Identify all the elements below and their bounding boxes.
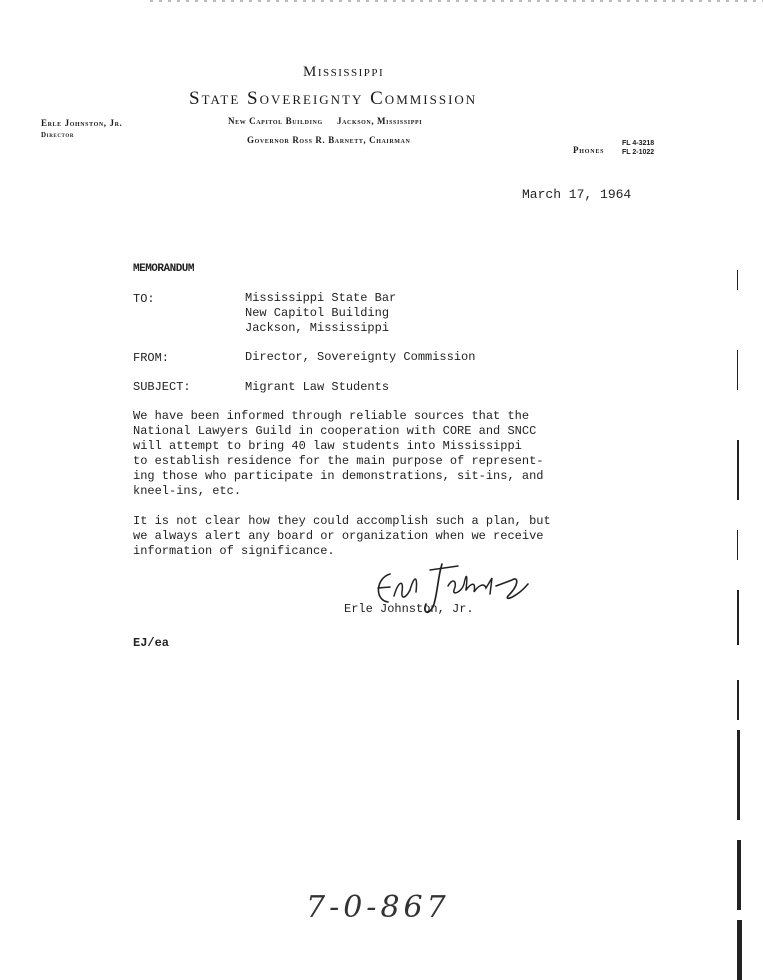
top-edge-dots — [150, 0, 763, 2]
body-line: to establish residence for the main purpose of represent- — [133, 454, 544, 468]
body-line: ing those who participate in demonstrations, sit-ins, and — [133, 469, 544, 483]
body-line: we always alert any board or organization when we receive — [133, 529, 544, 543]
director-name: Erle Johnston, Jr. — [41, 118, 123, 128]
to-line-3: Jackson, Mississippi — [245, 321, 390, 335]
typist-initials: EJ/ea — [133, 636, 170, 650]
letterhead-commission: State Sovereignty Commission — [189, 88, 478, 109]
body-line: We have been informed through reliable sources that the — [133, 409, 530, 423]
letterhead-governor: Governor Ross R. Barnett, Chairman — [247, 135, 411, 145]
body-paragraph-1 — [133, 409, 543, 499]
body-line: kneel-ins, etc. — [133, 484, 242, 498]
body-line: will attempt to bring 40 law students into Mississippi — [133, 439, 522, 453]
letterhead-address: New Capitol Building Jackson, Mississippi — [228, 116, 423, 126]
director-title: Director — [41, 131, 75, 139]
typed-signature: Erle Johnston, Jr. — [344, 602, 474, 616]
from-value: Director, Sovereignty Commission — [245, 350, 476, 364]
file-number: 7-0-867 — [306, 890, 450, 925]
phone-number-2: FL 2-1022 — [622, 149, 655, 156]
body-paragraph-2 — [133, 514, 551, 559]
phone-number-1: FL 4-3218 — [622, 140, 655, 147]
from-label: FROM: — [133, 351, 170, 365]
body-line: National Lawyers Guild in cooperation with CORE and SNCC — [133, 424, 537, 438]
to-label: TO: — [133, 292, 155, 306]
body-line: information of significance. — [133, 544, 335, 558]
subject-value: Migrant Law Students — [245, 380, 390, 394]
to-line-2: New Capitol Building — [245, 306, 390, 320]
to-line-1: Mississippi State Bar — [245, 291, 397, 305]
scan-edge-marks — [737, 260, 749, 980]
subject-label: SUBJECT: — [133, 380, 191, 394]
body-line: It is not clear how they could accomplish such a plan, but — [133, 514, 551, 528]
letter-date: March 17, 1964 — [522, 187, 632, 202]
letterhead-state: Mississippi — [303, 64, 385, 80]
phones-label: Phones — [573, 145, 605, 155]
memo-heading: MEMORANDUM — [133, 263, 195, 275]
